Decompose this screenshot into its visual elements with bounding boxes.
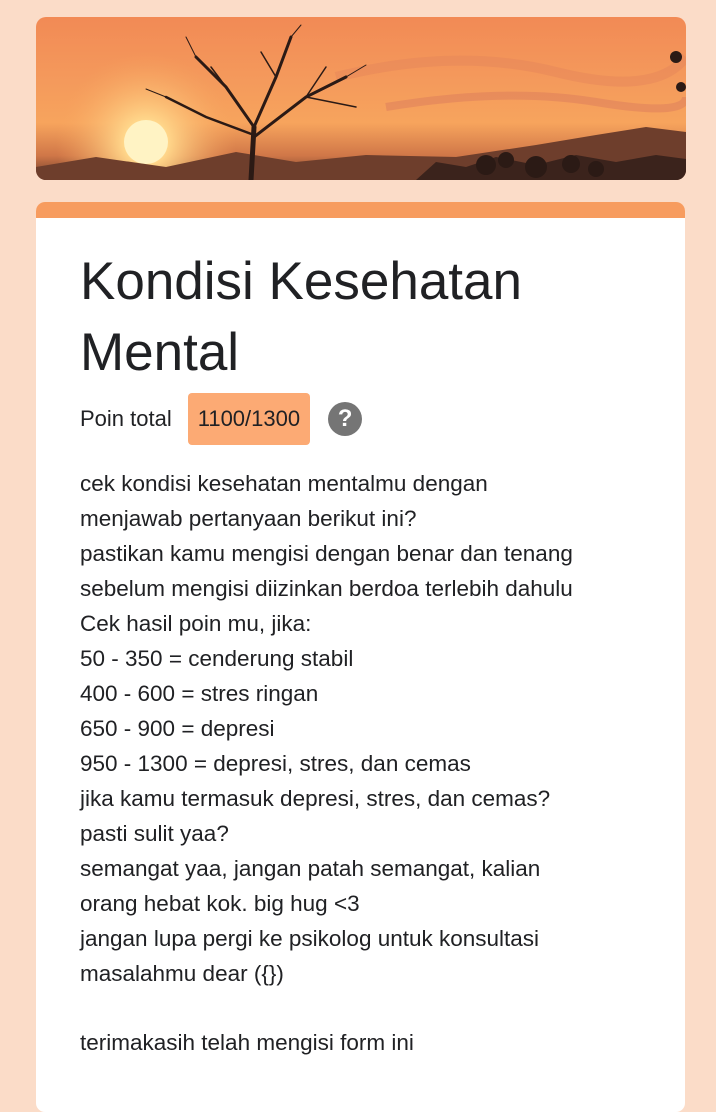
form-description	[80, 466, 670, 1060]
description-line: cek kondisi kesehatan mentalmu dengan	[80, 471, 488, 496]
description-line: jika kamu termasuk depresi, stres, dan cemas?	[80, 786, 551, 811]
question-mark-icon[interactable]: ?	[328, 402, 362, 436]
description-line: Cek hasil poin mu, jika:	[80, 611, 312, 636]
description-line: semangat yaa, jangan patah semangat, kalian	[80, 856, 541, 881]
score-range-line: 650 - 900 = depresi	[80, 716, 275, 741]
description-line: pasti sulit yaa?	[80, 821, 229, 846]
score-label: Poin total	[80, 406, 172, 431]
score-row	[80, 393, 362, 445]
description-line: sebelum mengisi diizinkan berdoa terlebih dahulu	[80, 576, 573, 601]
description-spacer	[80, 991, 670, 1025]
description-line: orang hebat kok. big hug <3	[80, 891, 360, 916]
score-badge: 1100/1300	[188, 393, 310, 445]
description-line: masalahmu dear ({})	[80, 961, 284, 986]
description-line: pastikan kamu mengisi dengan benar dan tenang	[80, 541, 573, 566]
closing-line: terimakasih telah mengisi form ini	[80, 1030, 414, 1055]
score-range-line: 400 - 600 = stres ringan	[80, 681, 319, 706]
form-header-card	[36, 202, 685, 1112]
sunset-tree-silhouette	[36, 17, 686, 180]
score-range-line: 50 - 350 = cenderung stabil	[80, 646, 354, 671]
card-accent-bar	[36, 202, 685, 218]
header-banner-image	[36, 17, 686, 180]
description-line: menjawab pertanyaan berikut ini?	[80, 506, 417, 531]
description-line: jangan lupa pergi ke psikolog untuk konsultasi	[80, 926, 540, 951]
score-range-line: 950 - 1300 = depresi, stres, dan cemas	[80, 751, 471, 776]
form-title: Kondisi Kesehatan Mental	[80, 252, 522, 382]
